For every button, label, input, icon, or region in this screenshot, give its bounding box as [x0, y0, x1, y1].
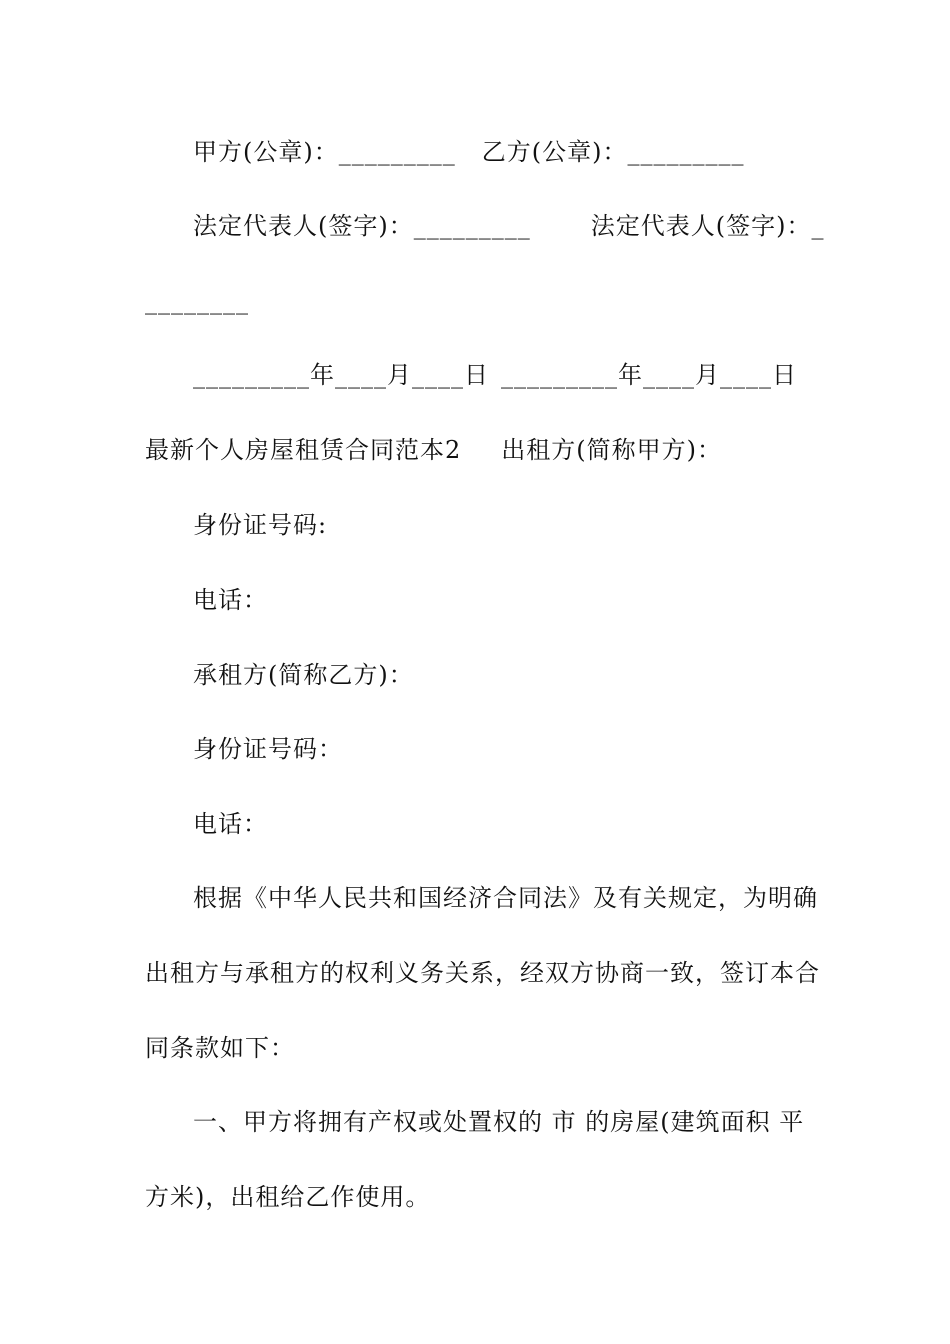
clause-1-line-2: 方米)，出租给乙作使用。 [145, 1183, 431, 1211]
representative-signature-continuation: ________ [145, 287, 249, 315]
clause-1-line-1: 一、甲方将拥有产权或处置权的 市 的房屋(建筑面积 平 [193, 1108, 805, 1136]
party-a-date-field: _________年____月____日 [193, 361, 489, 389]
preamble-line-1: 根据《中华人民共和国经济合同法》及有关规定，为明确 [193, 884, 818, 912]
seal-signature-row [193, 137, 744, 167]
party-a-representative-field: 法定代表人(签字)：_________ [193, 212, 531, 240]
party-b-representative-field: 法定代表人(签字)：_ [590, 212, 825, 240]
lessor-label: 出租方(简称甲方)： [501, 436, 723, 464]
lessee-phone-label: 电话： [193, 810, 268, 838]
representative-signature-row [193, 211, 824, 241]
party-b-date-field: _________年____月____日 [501, 361, 797, 389]
contract-title: 最新个人房屋租赁合同范本2 [145, 436, 462, 464]
party-a-seal-field: 甲方(公章)：_________ [193, 138, 456, 166]
preamble-line-3: 同条款如下： [145, 1034, 295, 1062]
lessee-id-label: 身份证号码： [193, 735, 343, 763]
party-b-seal-field: 乙方(公章)：_________ [481, 138, 745, 166]
lessor-id-label: 身份证号码: [193, 511, 328, 539]
preamble-line-2: 出租方与承租方的权利义务关系，经双方协商一致，签订本合 [145, 959, 820, 987]
lessee-label: 承租方(简称乙方)： [193, 661, 414, 689]
contract-heading-row [145, 435, 722, 465]
lessor-phone-label: 电话： [193, 586, 268, 614]
signature-date-row [193, 360, 797, 390]
